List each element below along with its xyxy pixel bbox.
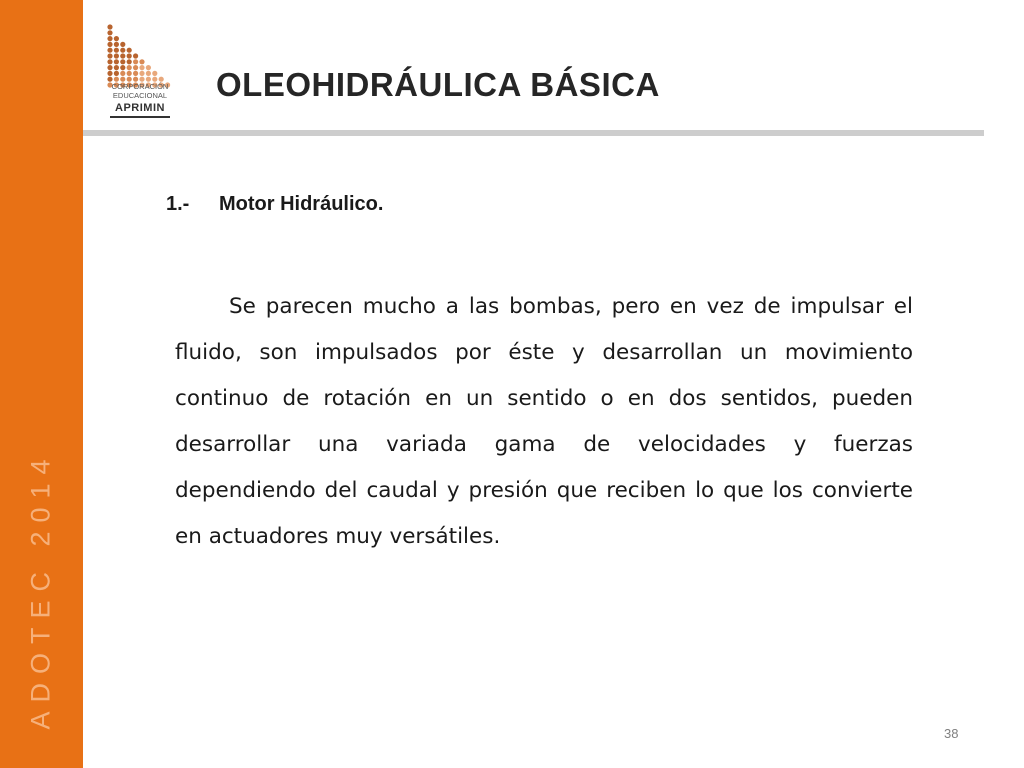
logo-underline: [110, 116, 170, 118]
body-paragraph: Se parecen mucho a las bombas, pero en vez de impulsar el fluido, son impulsados por éste y desarrollan un movimiento continuo de rotación en un sentido o en dos sentidos, pueden desarrollar una variada gama de velocidades y fuerzas dependiendo del caudal y presión que reciben lo que los convierte en actuadores muy versátiles.: [175, 294, 913, 549]
logo-line-1: CORPORACIÓN: [111, 82, 169, 91]
logo-line-3: APRIMIN: [115, 102, 165, 114]
page-number: 38: [944, 726, 959, 741]
orange-sidebar: [0, 0, 83, 768]
title-divider: [83, 130, 984, 136]
logo-line-2: EDUCACIONAL: [112, 91, 168, 100]
section-heading: [166, 193, 383, 216]
sidebar-vertical-text: ADOTEC 2014: [25, 450, 56, 730]
slide-title: OLEOHIDRÁULICA BÁSICA: [216, 66, 660, 103]
section-title: Motor Hidráulico.: [219, 193, 384, 215]
section-number: 1.-: [166, 193, 190, 215]
